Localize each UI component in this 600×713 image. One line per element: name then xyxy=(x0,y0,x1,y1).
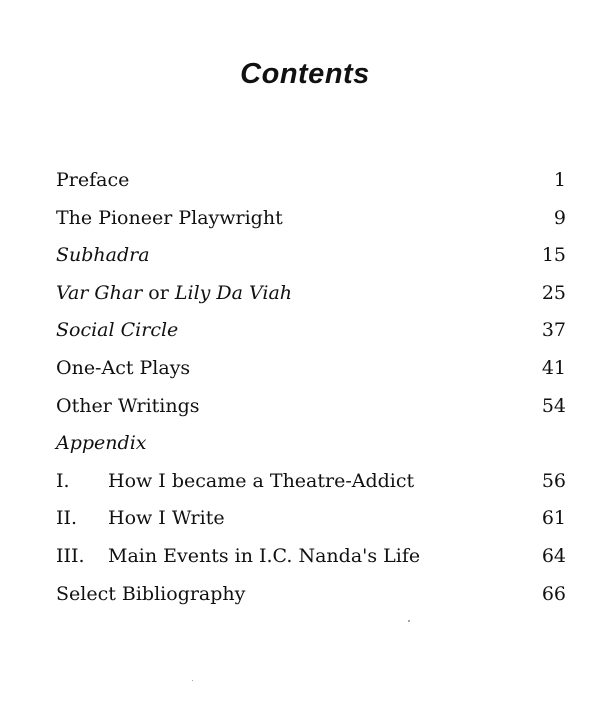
toc-entry-appendix-3 xyxy=(56,538,566,576)
toc-entry-page: 54 xyxy=(541,394,566,417)
toc-entry-label: How I Write xyxy=(108,507,225,530)
toc-entry-page: 41 xyxy=(541,356,566,379)
toc-entry-page: 56 xyxy=(541,469,566,492)
toc-entry-label: One-Act Plays xyxy=(56,356,191,379)
toc-entry-label: Main Events in I.C. Nanda's Life xyxy=(108,544,421,567)
toc-entry-var-ghar xyxy=(56,275,566,313)
toc-entry-page: 15 xyxy=(541,244,566,267)
toc-entry-label: Subhadra xyxy=(56,244,150,267)
toc-entry-pioneer-playwright xyxy=(56,200,566,238)
toc-entry-select-bibliography xyxy=(56,576,566,614)
toc-entry-numeral: III. xyxy=(56,544,85,567)
toc-entry-appendix-1 xyxy=(56,463,566,501)
toc-entry-label: How I became a Theatre-Addict xyxy=(108,469,415,492)
toc-entry-label-title-2: Lily Da Viah xyxy=(174,281,293,304)
toc-entry-label: Social Circle xyxy=(56,319,179,342)
toc-entry-label: Preface xyxy=(56,169,130,191)
scan-speck xyxy=(192,680,193,681)
toc-entry-label-connector: or xyxy=(142,281,175,304)
toc-entry-social-circle xyxy=(56,312,566,350)
toc-entry-page: 66 xyxy=(541,582,566,605)
toc-entry-page: 9 xyxy=(553,206,566,229)
toc-entry-label: Select Bibliography xyxy=(56,582,246,605)
toc-entry-page: 1 xyxy=(553,169,566,191)
table-of-contents xyxy=(56,162,566,613)
toc-entry-page: 25 xyxy=(541,281,566,304)
toc-entry-label xyxy=(56,275,292,313)
toc-section-heading: Appendix xyxy=(56,432,147,455)
toc-entry-preface xyxy=(56,162,566,200)
toc-entry-numeral: I. xyxy=(56,469,70,492)
toc-entry-other-writings xyxy=(56,388,566,426)
toc-entry-label: Other Writings xyxy=(56,394,200,417)
toc-entry-appendix-2 xyxy=(56,500,566,538)
toc-entry-page: 64 xyxy=(541,544,566,567)
toc-entry-subhadra xyxy=(56,237,566,275)
page-title: Contents xyxy=(240,58,370,90)
toc-entry-numeral: II. xyxy=(56,507,78,530)
toc-entry-one-act-plays xyxy=(56,350,566,388)
toc-entry-page: 61 xyxy=(541,507,566,530)
toc-entry-label: The Pioneer Playwright xyxy=(56,206,283,229)
toc-entry-page: 37 xyxy=(541,319,566,342)
scan-speck xyxy=(408,620,410,622)
toc-entry-label-title-1: Var Ghar xyxy=(56,281,143,304)
toc-entry-appendix xyxy=(56,425,566,463)
